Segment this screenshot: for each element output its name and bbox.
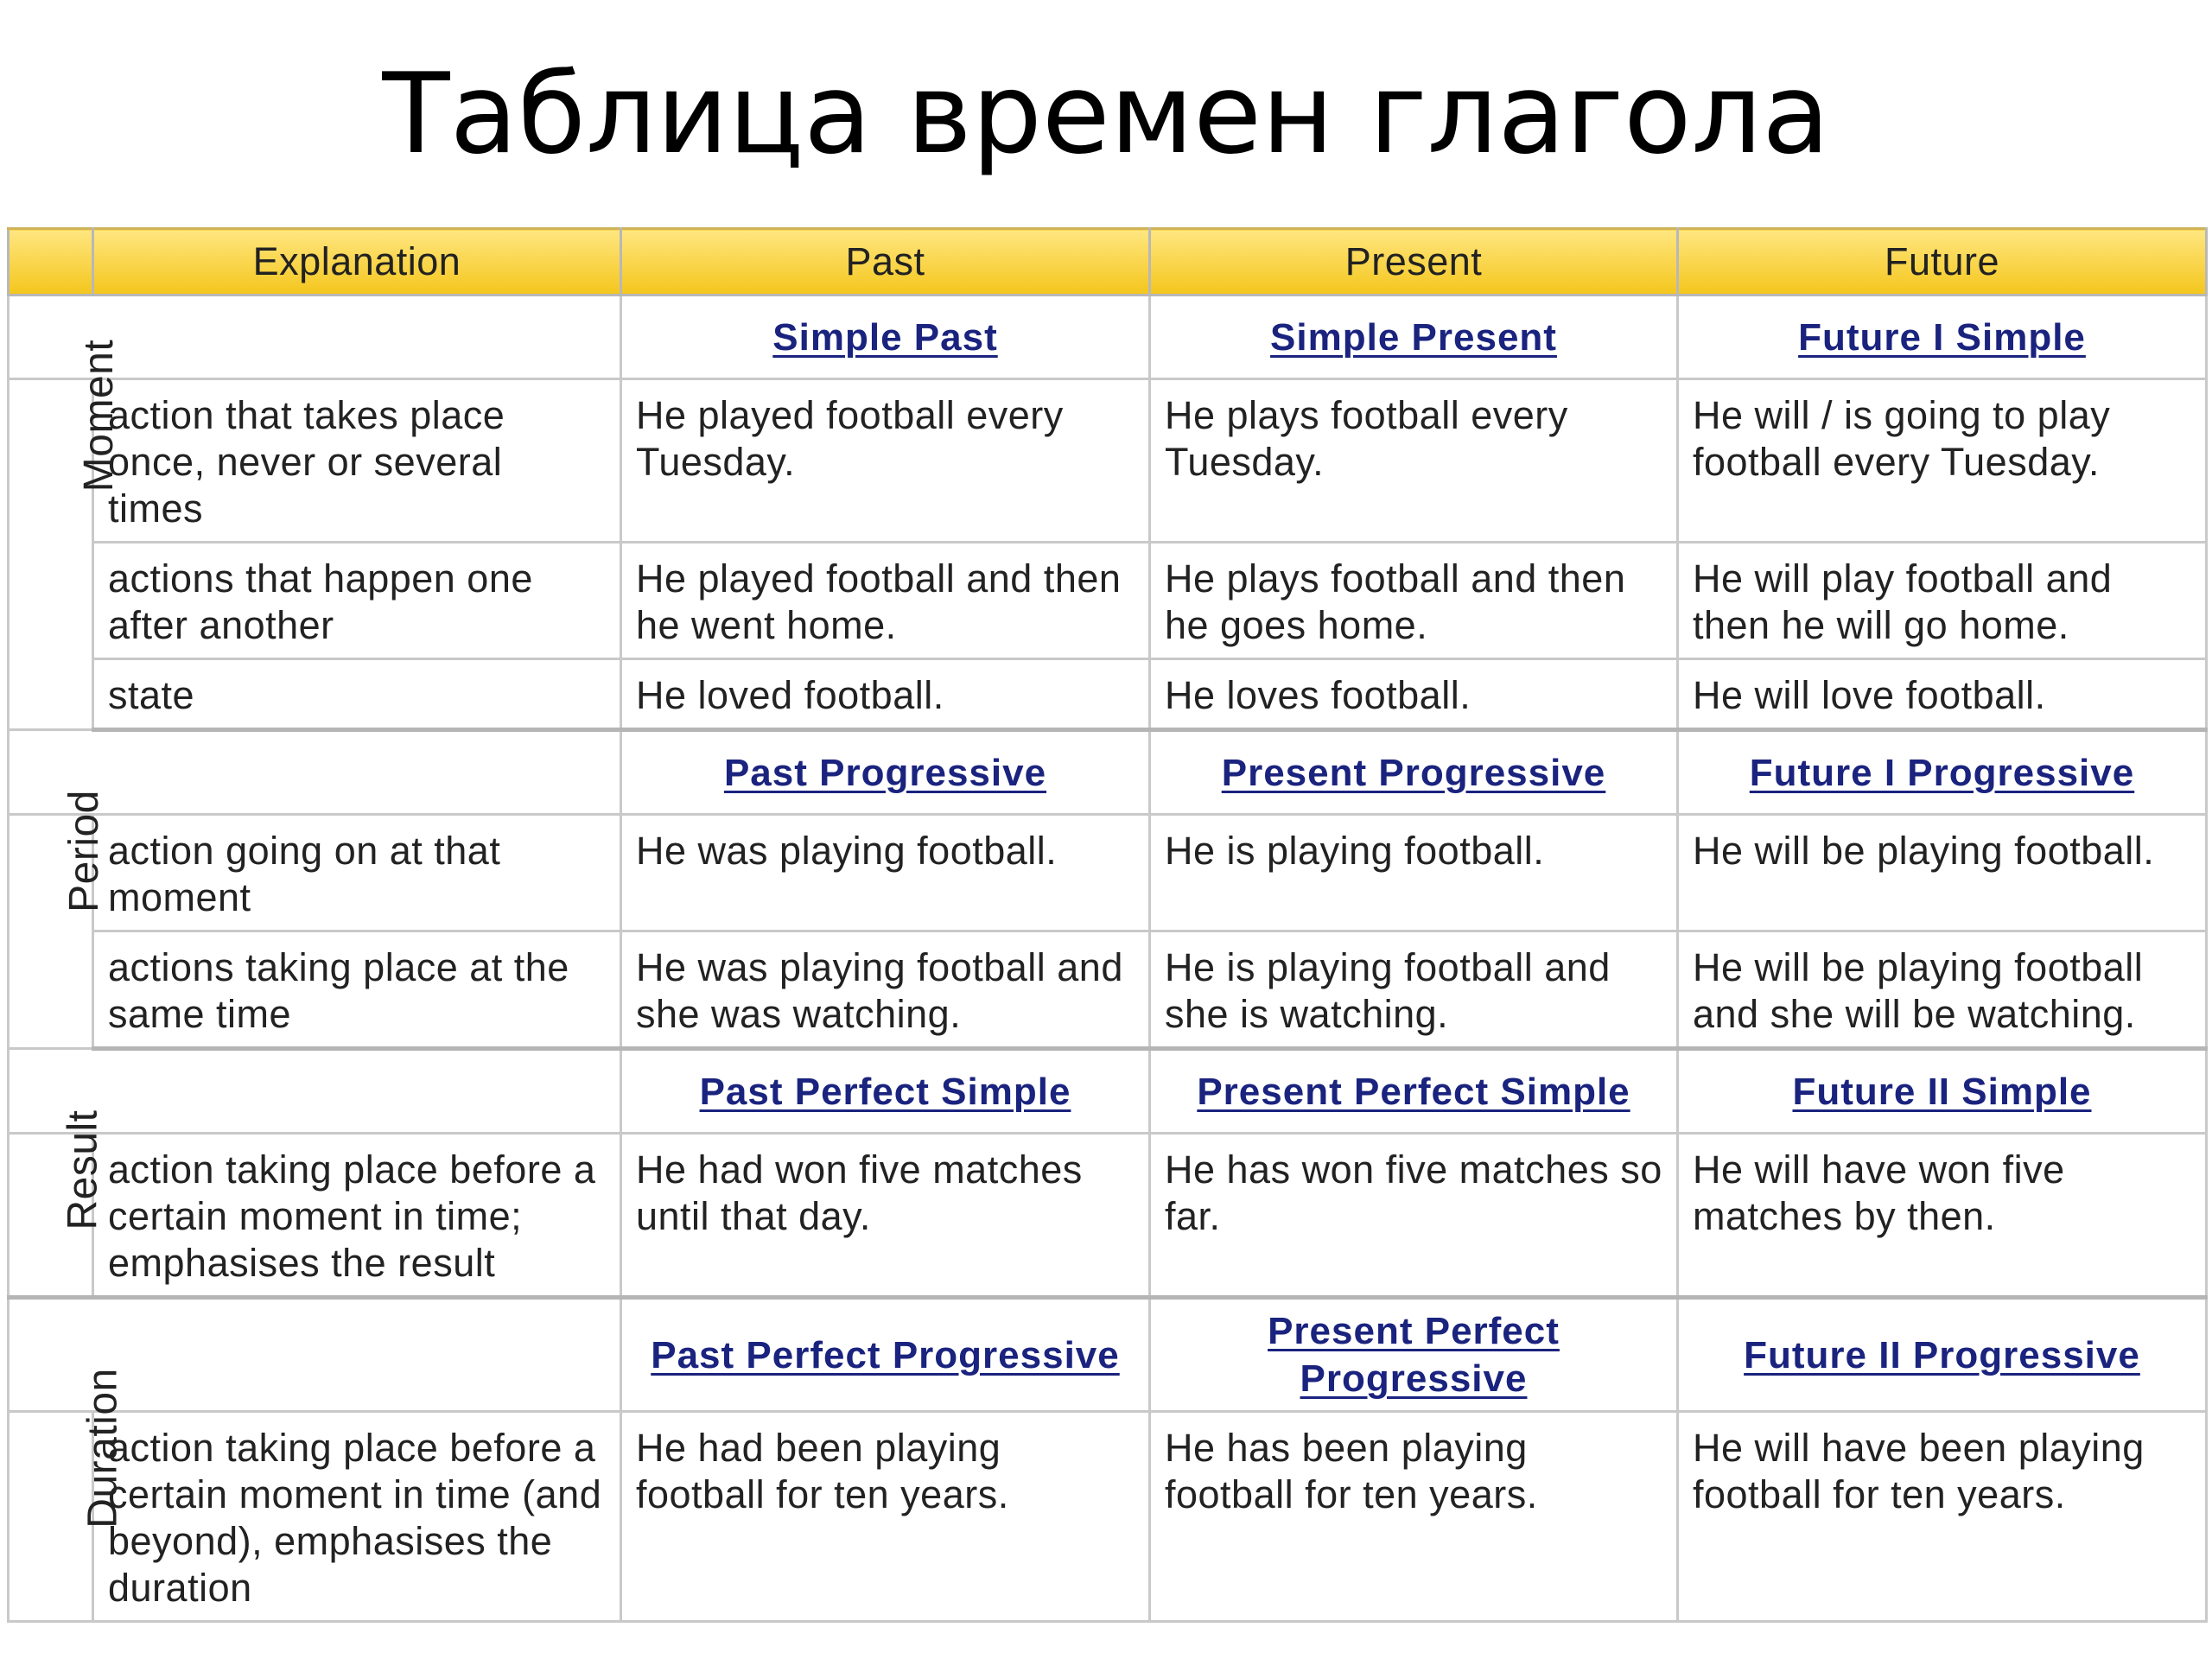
tense-cell-future [1678,1049,2207,1134]
group-label-duration: Duration [9,1412,93,1622]
tense-link-past-perfect-simple[interactable]: Past Perfect Simple [699,1070,1071,1113]
example-past: He was playing football. [621,815,1150,931]
table-row [9,1412,2207,1622]
tense-link-future-ii-simple[interactable]: Future II Simple [1792,1070,2092,1113]
example-past: He loved football. [621,659,1150,730]
header-past: Past [621,229,1150,296]
example-present: He has been playing football for ten years. [1150,1412,1678,1622]
example-present: He plays football every Tuesday. [1150,379,1678,543]
tense-cell-past [621,296,1150,379]
tense-link-present-perfect-progressive[interactable]: Present Perfect Progressive [1268,1310,1560,1400]
header-blank-cell [9,229,93,296]
table-row [9,659,2207,730]
tense-cell-past [621,1049,1150,1134]
tense-name-row-moment [9,296,2207,379]
example-present: He loves football. [1150,659,1678,730]
example-future: He will be playing football. [1678,815,2207,931]
tense-link-past-progressive[interactable]: Past Progressive [723,751,1047,794]
example-present: He has won five matches so far. [1150,1134,1678,1298]
tense-cell-present [1150,1298,1678,1412]
example-future: He will be playing football and she will be watching. [1678,931,2207,1049]
table-row [9,815,2207,931]
tense-cell-future [1678,730,2207,815]
tense-cell-present [1150,296,1678,379]
tense-name-row-duration [9,1298,2207,1412]
example-past: He played football every Tuesday. [621,379,1150,543]
tense-link-past-perfect-progressive[interactable]: Past Perfect Progressive [651,1333,1120,1376]
table-row [9,931,2207,1049]
explanation-cell: state [93,659,621,730]
tense-cell-future [1678,296,2207,379]
group-label-result: Result [9,1134,93,1298]
tense-link-present-progressive[interactable]: Present Progressive [1221,751,1606,794]
tense-link-simple-present[interactable]: Simple Present [1270,315,1557,359]
tense-link-future-i-progressive[interactable]: Future I Progressive [1749,751,2135,794]
explanation-cell: action taking place before a certain moment in time (and beyond), emphasises the duration [93,1412,621,1622]
example-future: He will have won five matches by then. [1678,1134,2207,1298]
page-title: Таблица времен глагола [382,50,1830,179]
example-past: He was playing football and she was watching. [621,931,1150,1049]
tense-table [7,227,2208,1623]
tense-cell-future [1678,1298,2207,1412]
example-present: He is playing football. [1150,815,1678,931]
example-future: He will / is going to play football every Tuesday. [1678,379,2207,543]
tense-cell-present [1150,730,1678,815]
header-present: Present [1150,229,1678,296]
group-label-moment: Moment [9,379,93,730]
tense-cell-past [621,1298,1150,1412]
explanation-cell: action taking place before a certain moment in time; emphasises the result [93,1134,621,1298]
tense-cell-past [621,730,1150,815]
explanation-cell: action that takes place once, never or several times [93,379,621,543]
header-future: Future [1678,229,2207,296]
example-past: He had won five matches until that day. [621,1134,1150,1298]
example-future: He will have been playing football for ten years. [1678,1412,2207,1622]
example-future: He will play football and then he will go home. [1678,543,2207,659]
example-future: He will love football. [1678,659,2207,730]
tense-link-simple-past[interactable]: Simple Past [772,315,998,359]
tense-cell-present [1150,1049,1678,1134]
tense-link-future-i-simple[interactable]: Future I Simple [1798,315,2086,359]
table-row [9,379,2207,543]
tense-link-present-perfect-simple[interactable]: Present Perfect Simple [1197,1070,1630,1113]
table-row [9,543,2207,659]
tense-name-row-result [9,1049,2207,1134]
group-label-period: Period [9,815,93,1049]
explanation-cell: actions that happen one after another [93,543,621,659]
example-present: He is playing football and she is watching. [1150,931,1678,1049]
example-present: He plays football and then he goes home. [1150,543,1678,659]
explanation-cell: actions taking place at the same time [93,931,621,1049]
example-past: He had been playing football for ten years. [621,1412,1150,1622]
table-row [9,1134,2207,1298]
table-header-row [9,229,2207,296]
tense-name-row-period [9,730,2207,815]
header-explanation: Explanation [93,229,621,296]
tense-link-future-ii-progressive[interactable]: Future II Progressive [1744,1333,2140,1376]
explanation-cell: action going on at that moment [93,815,621,931]
example-past: He played football and then he went home. [621,543,1150,659]
